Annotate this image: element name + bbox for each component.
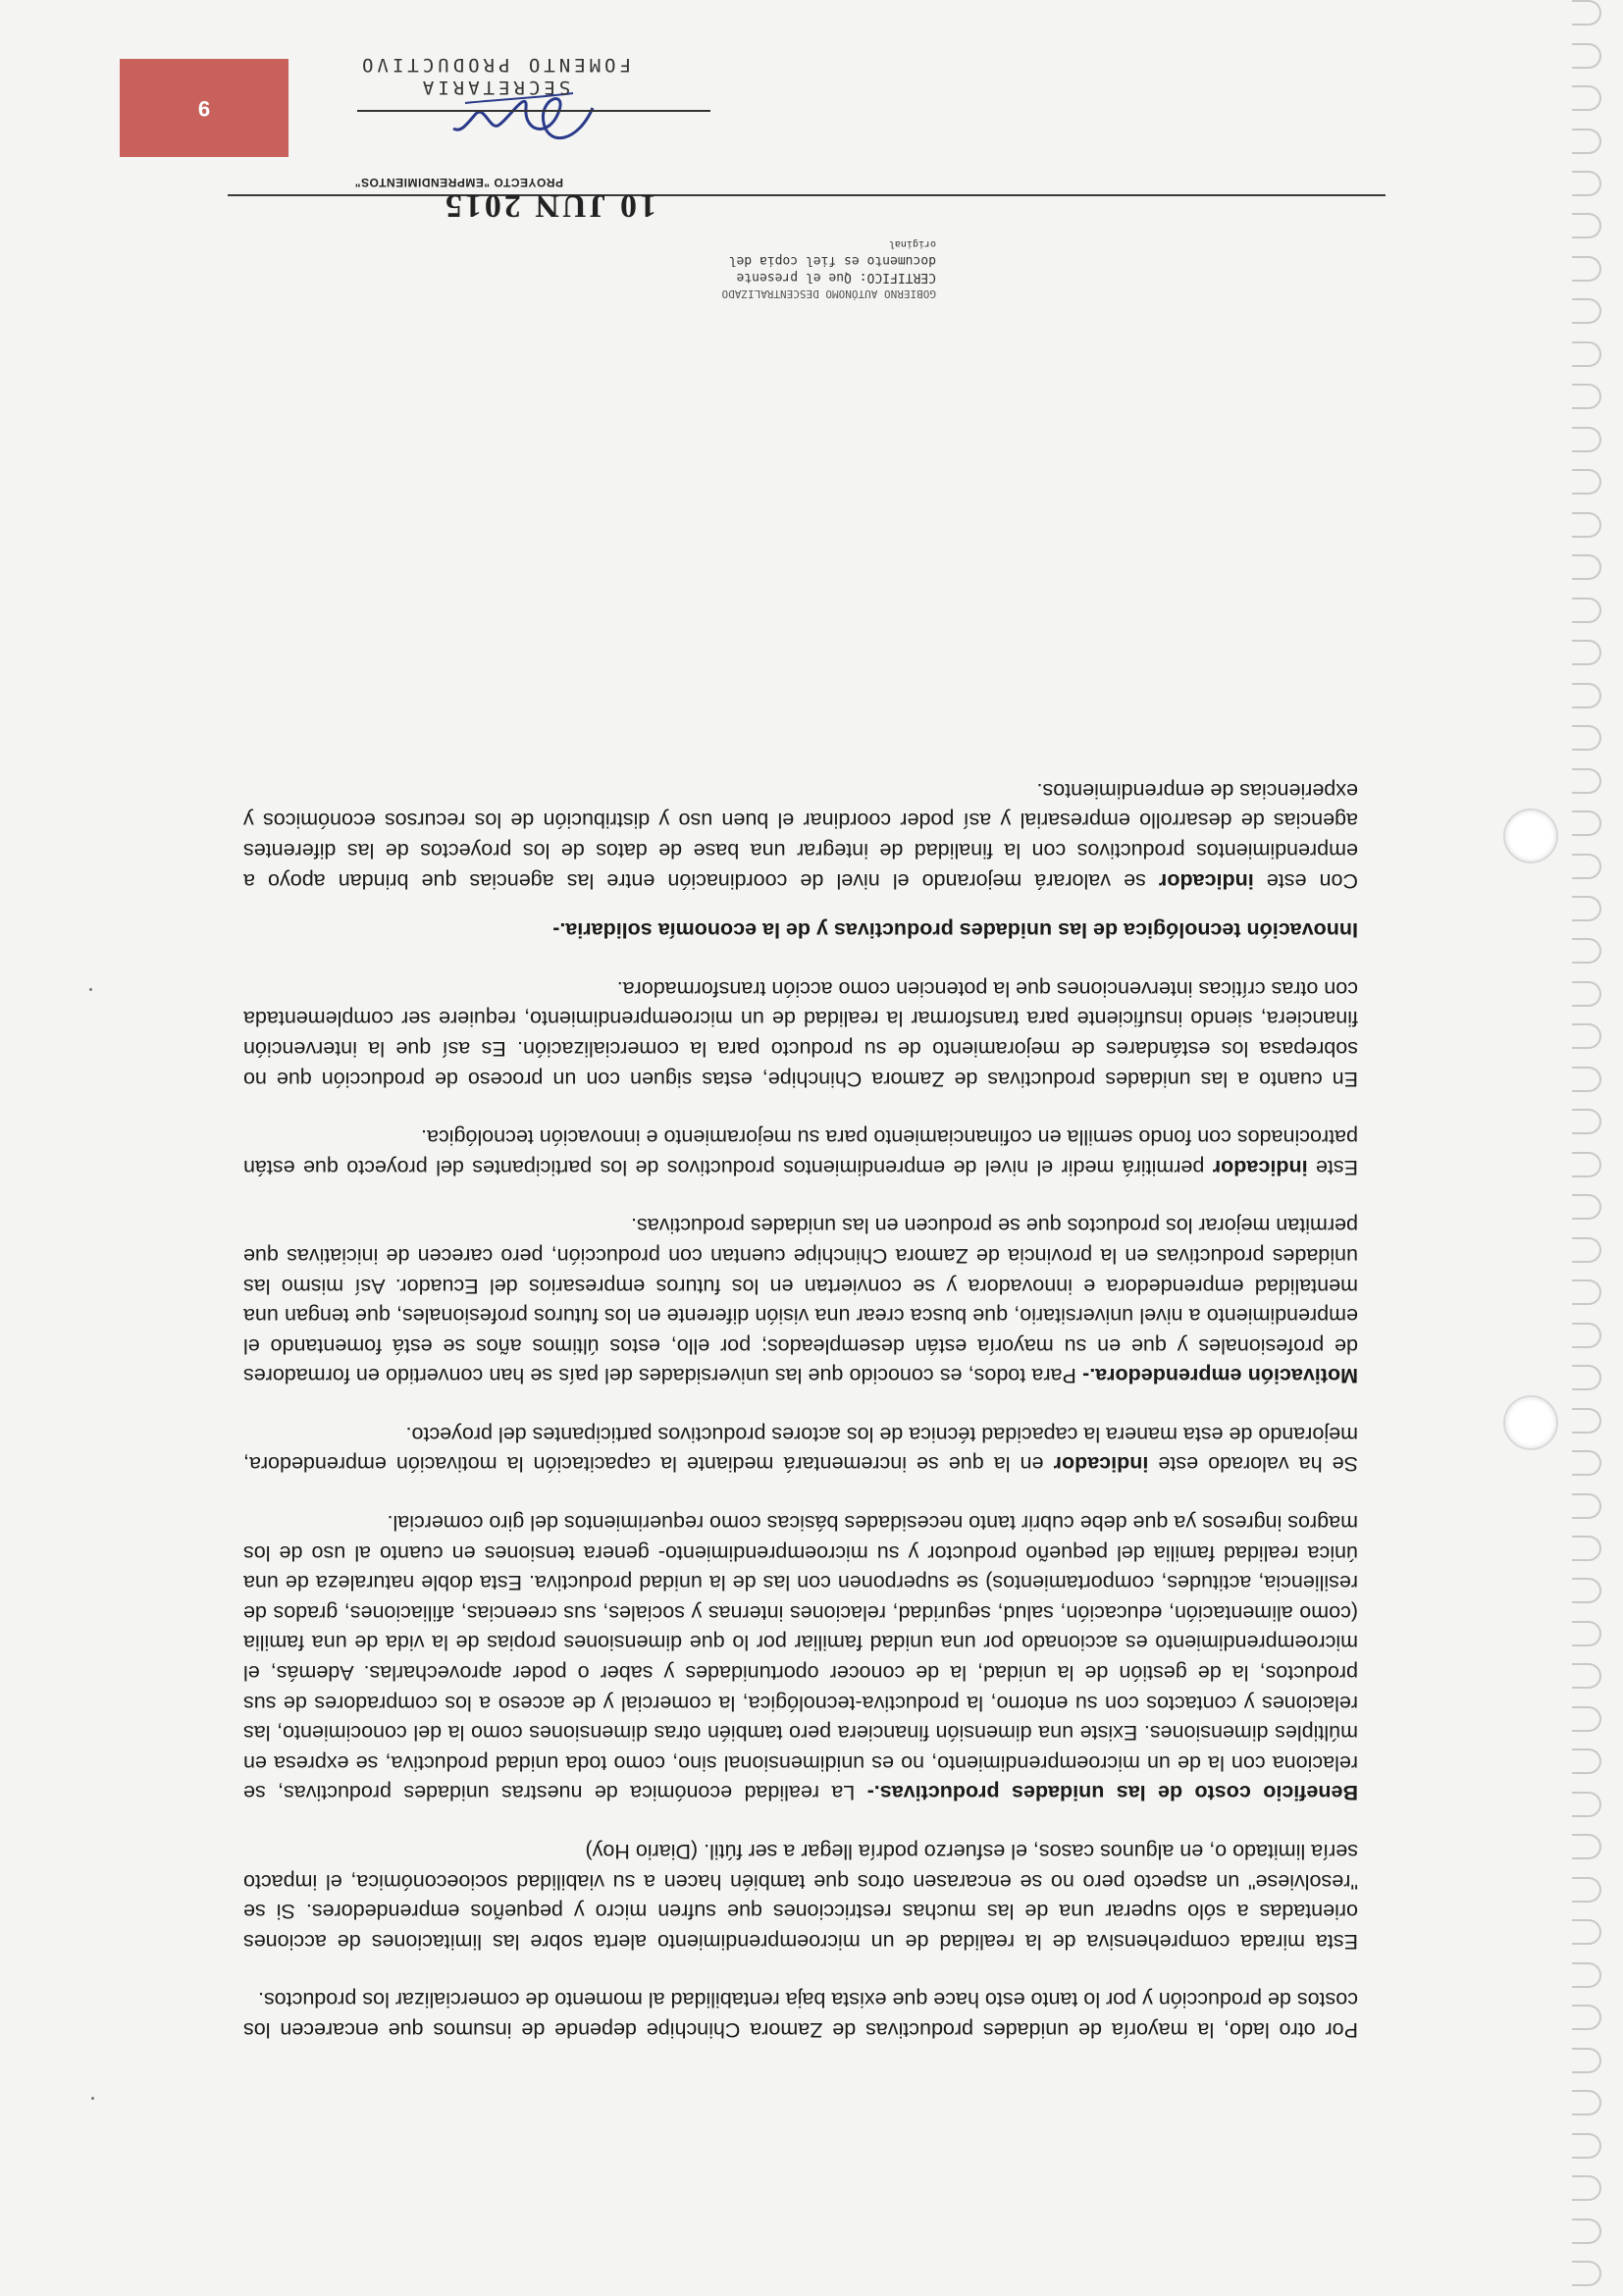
spiral-binding [1552, 0, 1615, 2286]
paragraph: En cuanto a las unidades productivas de Zamora Chinchipe, estas siguen con un proceso de producción que no sobrepasa los estándares de mejoramiento de su producto para la comercialización. Es así que la intervención financiera, siendo insuficiente para transformar la realidad de un microemprendimiento, requiere ser complementada con otras críticas intervenciones que la potencien como acción transformadora. [243, 976, 1358, 1091]
paragraph: Se ha valorado este indicador en la que se incrementará mediante la capacitación la motivación emprendedora, mejorando de esta manera la capacidad técnica de los actores productivos participantes del proyecto. [243, 1422, 1358, 1477]
paragraph: Este indicador permitirá medir el nivel de emprendimientos productivos de los participantes del proyecto que están patrocinados con fondo semilla en cofinanciamiento para su mejoramiento e innovación tecnológica. [243, 1125, 1358, 1179]
program-label: PROYECTO "EMPRENDIMIENTOS" [354, 176, 563, 189]
section-heading: Innovación tecnológica de las unidades productivas y de la economía solidaria.- [552, 918, 1358, 943]
punch-hole [1503, 809, 1558, 863]
punch-hole [1503, 1395, 1558, 1450]
paragraph: Por otro lado, la mayoría de unidades productivas de Zamora Chinchipe depende de insumos que encarecen los costos de producción y por lo tanto esto hace que exista baja rentabilidad al momento de comercializar los productos. [243, 1988, 1358, 2042]
section-heading-inline: Motivación emprendedora.- [1082, 1364, 1358, 1388]
date-stamp: 10 JUN 2015 [442, 187, 656, 224]
paragraph: Motivación emprendedora.- Para todos, es conocido que las universidades del país se han convertido en formadores de profesionales y que en su mayoría están desempleados; por ello, estos últimos años se está fomentando el emprendimiento a nivel universitario, que busca crear una visión diferente en los futuros profesionales, que tengan una mentalidad emprendedora e innovadora y se conviertan en los futuros empresarios del Ecuador. Así mismo las unidades productivas en la provincia de Zamora Chinchipe cuentan con producción, pero carecen de iniciativas que permitan mejorar los productos que se producen en las unidades productivas. [243, 1214, 1358, 1388]
paragraph: Esta mirada comprehensiva de la realidad de un microemprendimiento alerta sobre las limitaciones de acciones orientadas a sólo superar una de las muchas restricciones que sufren micro y pequeños emprendedores. Si se "resolviese" un aspecto pero no se encarasen otros que también hacen a su viabilidad socioeconómica, el impacto sería limitado o, en algunos casos, el esfuerzo podría llegar a ser fútil. (Diario Hoy) [243, 1840, 1358, 1954]
paragraph: Beneficio costo de las unidades productivas.- La realidad económica de nuestras unidades productivas, se relaciona con la de un microemprendimiento, no es unidimensional sino, como toda unidad productiva, se expresa en múltiples dimensiones. Existe una dimensión financiera pero también otras dimensiones como la del conocimiento, las relaciones y contactos con su entorno, la productiva-tecnológica, la comercial y de acceso a los compradores de sus productos, la de gestión de la unidad, la de conocer oportunidades y saber o poder aprovecharlas. Además, el microemprendimiento es accionado por una unidad familiar por lo que dimensiones propias de la vida de una familia (como alimentación, educación, salud, seguridad, relaciones internas y sociales, sus creencias, afiliaciones, grados de resiliencia, actitudes, comportamientos) se superponen con las de la unidad productiva. Esta doble naturaleza de una única realidad familia del pequeño productor y su microemprendimiento- genera tensiones en cuanto al uso de los magros ingresos ya que debe cubrir tanto necesidades básicas como requerimientos del giro comercial. [243, 1511, 1358, 1805]
certification-stamp: GOBIERNO AUTÓNOMO DESCENTRALIZADO CERTIFICO: Que el presente documento es fiel copia del original [721, 238, 936, 300]
document-body [243, 747, 1358, 2045]
paragraph: Con este indicador se valorará mejorando el nivel de coordinación entre las agencias que brindan apoyo a emprendimientos productivos con la finalidad de integrar una base de datos de los proyectos de las diferentes agencias de desarrollo empresarial y así poder coordinar el buen uso y distribución de los recursos económicos y experiencias de emprendimientos. [243, 778, 1358, 893]
office-rule [357, 110, 710, 112]
office-stamp: SECRETARIA FOMENTO PRODUCTIVO [358, 54, 631, 98]
section-heading-inline: Beneficio costo de las unidades productivas.- [866, 1781, 1358, 1805]
header-rule [228, 194, 1386, 196]
page-number: 9 [197, 96, 211, 121]
